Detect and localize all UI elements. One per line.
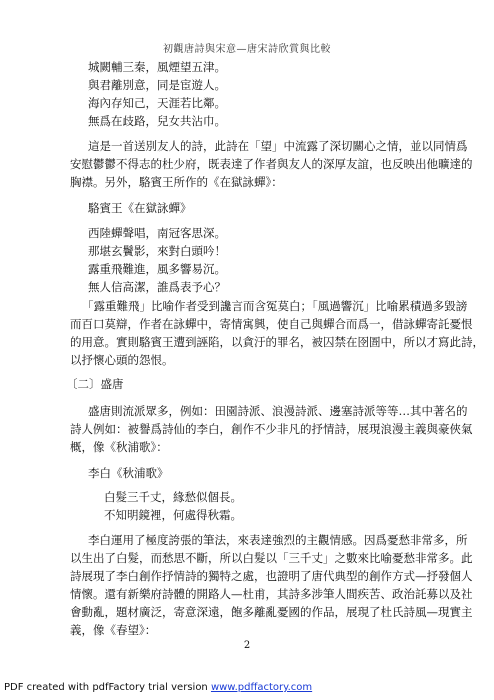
footer-link[interactable]: www.pdffactory.com	[210, 682, 313, 693]
paragraph-line: 情懷。還有新樂府詩體的開路人—杜甫，其詩多涉筆人間疾苦、政治託募以及社	[70, 587, 473, 601]
page-number: 2	[243, 640, 251, 651]
paragraph-line: 胸襟。另外，駱賓王所作的《在獄詠蟬》：	[70, 175, 283, 189]
paragraph-line: 而百口莫辯，作者在詠蟬中，寄情寓興，使自己與蟬合而爲一，借詠蟬寄託憂恨	[70, 317, 473, 331]
paragraph-line: 這是一首送別友人的詩，此詩在「望」中流露了深切關心之情，並以同情爲	[88, 139, 468, 153]
poem-line: 西陸蟬聲唱，南冠客思深。	[88, 226, 226, 240]
poem-title: 李白《秋浦歌》	[88, 466, 169, 480]
footer-text: PDF created with pdfFactory trial version	[4, 682, 211, 693]
pdf-footer	[4, 682, 312, 693]
poem-line: 海內存知己，天涯若比鄰。	[88, 96, 226, 110]
paragraph-line: 詩人例如：被譽爲詩仙的李白，創作不少非凡的抒情詩，展現浪漫主義與豪俠氣	[70, 422, 473, 436]
paragraph-line: 安慰鬱鬱不得志的杜少府，既表達了作者與友人的深厚友誼，也反映出他曠達的	[70, 157, 473, 171]
paragraph-line: 的用意。實則駱賓王遭到誣陷，以貪汙的罪名，被囚禁在囹圄中，所以才寫此詩，	[70, 335, 484, 349]
poem-line: 與君離別意，同是宦遊人。	[88, 78, 226, 92]
paragraph-line: 會動亂，題材廣泛，寄意深遠，飽多離亂憂國的作品，展現了杜氏詩風—現實主	[70, 605, 473, 619]
paragraph-line: 李白運用了極度誇張的筆法，來表達強烈的主觀情感。因爲憂愁非常多，所	[88, 533, 468, 547]
paragraph-line: 「露重難飛」比喻作者受到讒言而含冤莫白；「風過響沉」比喻累積過多毀謗	[82, 299, 468, 313]
paragraph-line: 概，像《秋浦歌》：	[70, 440, 168, 454]
poem-line: 城闕輔三秦，風煙望五津。	[88, 60, 226, 74]
poem-line: 無爲在歧路，兒女共沾巾。	[88, 114, 226, 128]
paragraph-line: 盛唐則流派眾多，例如：田園詩派、浪漫詩派、邊塞詩派等等…其中著名的	[88, 404, 468, 418]
poem-line: 白髮三千丈，緣愁似個長。	[104, 490, 242, 504]
paragraph-line: 以生出了白髮，而愁思不斷，所以白髮以「三千丈」之數來比喻憂愁非常多。此	[70, 551, 473, 565]
poem-line: 露重飛難進，風多響易沉。	[88, 262, 226, 276]
paragraph-line: 義，像《春望》：	[70, 623, 157, 637]
paragraph-line: 詩展現了李白創作抒情詩的獨特之處，也證明了唐代典型的創作方式—抒發個人	[70, 569, 473, 583]
poem-line: 無人信高潔，誰爲表予心？	[88, 280, 226, 294]
section-heading: 〔二〕盛唐	[66, 377, 124, 391]
poem-line: 那堪玄鬢影，來對白頭吟！	[88, 244, 226, 258]
poem-line: 不知明鏡裡，何處得秋霜。	[104, 508, 242, 522]
poem-title: 駱賓王《在獄詠蟬》	[88, 201, 192, 215]
running-header: 初觀唐詩與宋意—唐宋詩欣賞與比較	[163, 44, 331, 55]
paragraph-line: 以抒懷心頭的怨恨。	[70, 353, 174, 367]
